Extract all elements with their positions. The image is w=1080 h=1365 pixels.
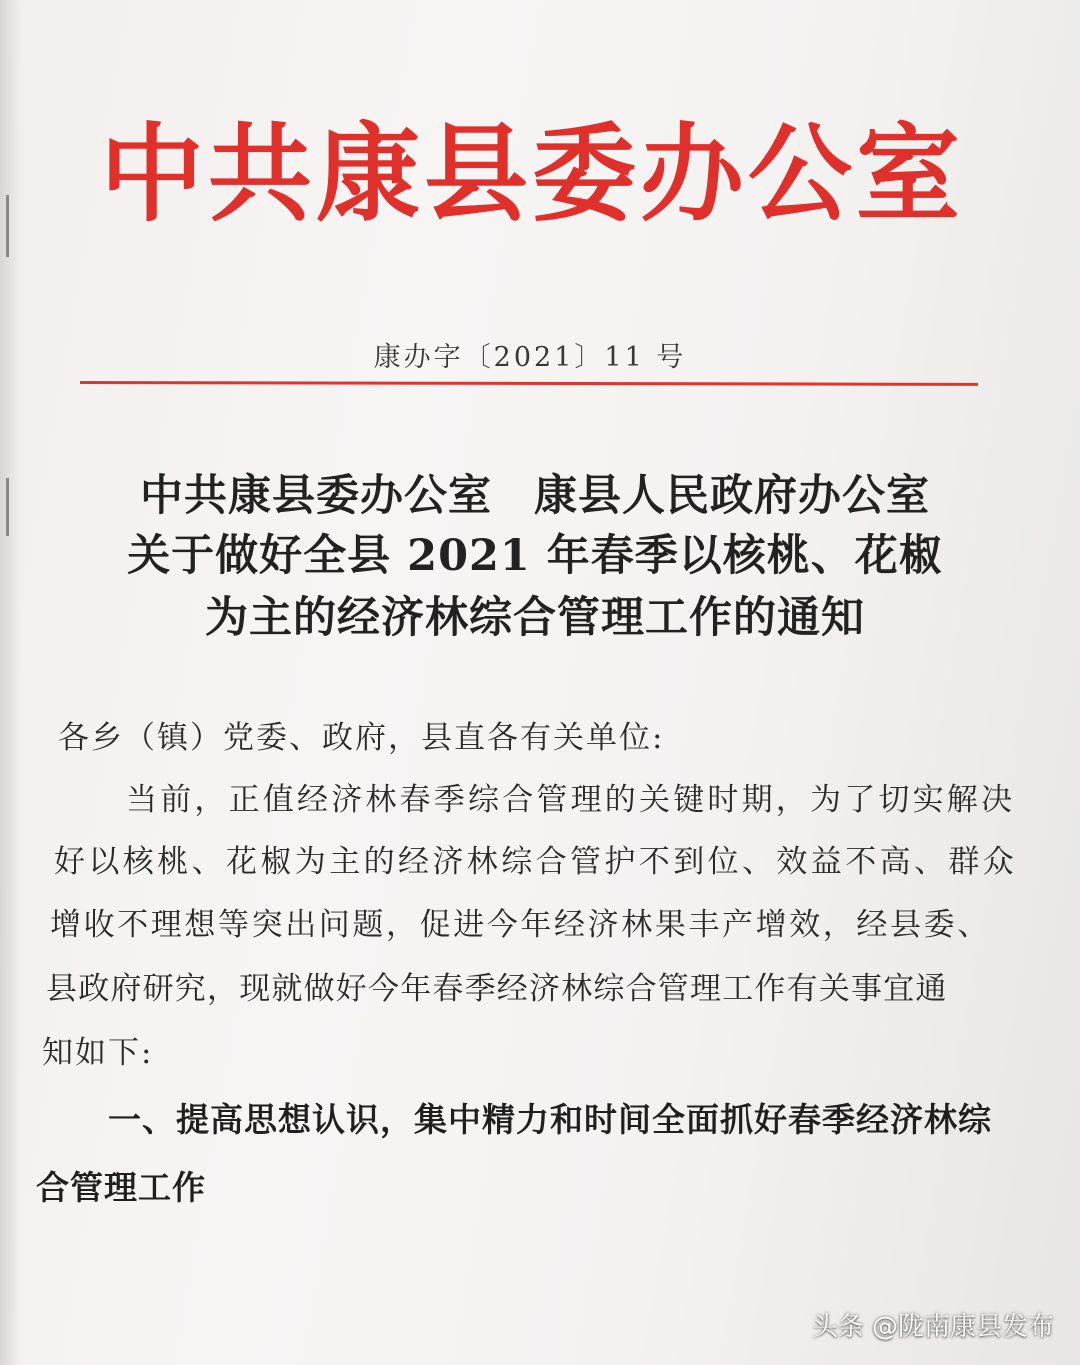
letterhead-char: 中 (100, 110, 205, 237)
letterhead-char: 康 (315, 110, 420, 237)
letterhead-char: 室 (855, 110, 960, 237)
document-title-line-3: 为主的经济林综合管理工作的通知 (205, 593, 865, 643)
document-title-line-1 (40, 462, 1030, 523)
letterhead-char: 共 (207, 110, 312, 237)
binding-mark (6, 478, 9, 536)
letterhead-char: 办 (639, 110, 744, 237)
red-separator-line (80, 381, 978, 386)
source-watermark: 头条 @陇南康县发布 (811, 1312, 1054, 1342)
body-line: 县政府研究，现就做好今年春季经济林综合管理工作有关事宜通 (46, 971, 948, 1007)
issuer-government-office: 康县人民政府办公室 (534, 471, 930, 521)
letterhead-char: 县 (423, 110, 528, 237)
salutation: 各乡（镇）党委、政府，县直各有关单位: (58, 720, 665, 756)
page-edge-shadow (0, 0, 22, 1365)
section-heading-1-continued: 合管理工作 (36, 1168, 206, 1207)
section-heading-1: 一、提高思想认识，集中精力和时间全面抓好春季经济林综 (108, 1100, 992, 1139)
letterhead-char: 公 (747, 110, 852, 237)
issuer-party-office: 中共康县委办公室 (140, 471, 492, 521)
body-line: 好以核桃、花椒为主的经济林综合管护不到位、效益不高、群众 (54, 844, 1018, 880)
letterhead-char: 委 (531, 110, 636, 237)
body-line: 知如下: (42, 1035, 154, 1071)
body-line: 增收不理想等突出问题，促进今年经济林果丰产增效，经县委、 (50, 907, 991, 943)
body-line: 当前，正值经济林春季综合管理的关键时期，为了切实解决 (126, 782, 1016, 818)
document-title-line-2: 关于做好全县 2021 年春季以核桃、花椒 (127, 531, 943, 581)
document-number: 康办字〔2021〕11 号 (373, 342, 687, 373)
binding-mark (6, 195, 9, 257)
red-letterhead (100, 95, 960, 235)
